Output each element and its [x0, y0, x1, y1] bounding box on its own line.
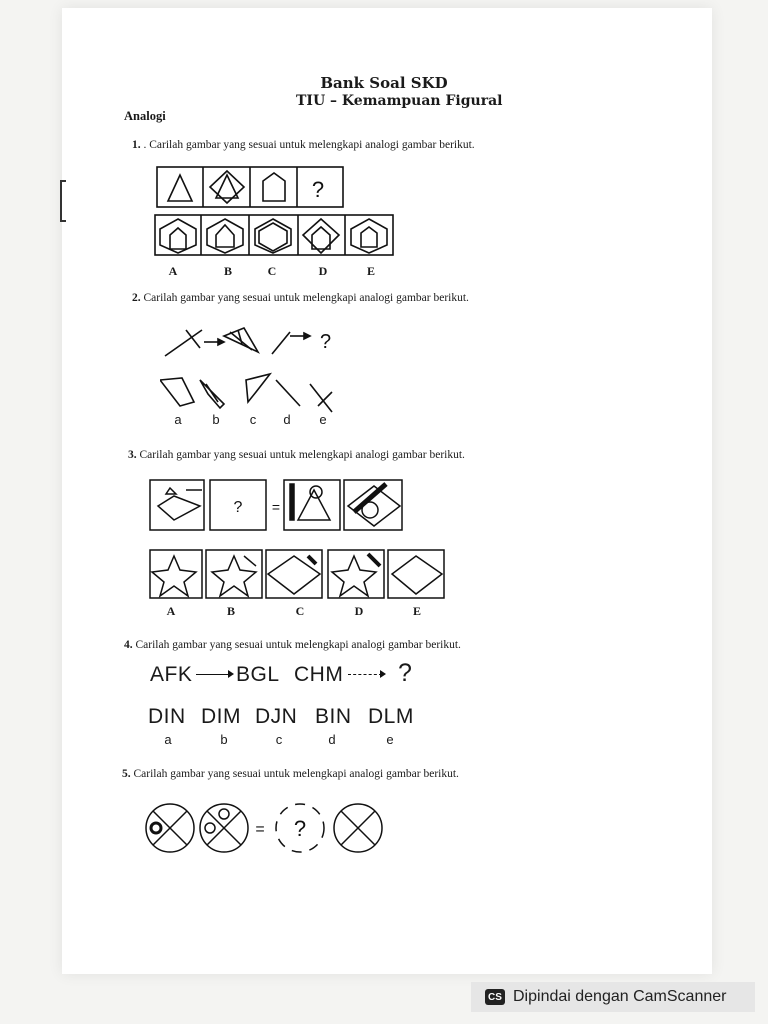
question-1 [132, 139, 475, 151]
question-3-figure [148, 476, 448, 606]
question-5-number: 5. [122, 768, 131, 780]
question-4-text: Carilah gambar yang sesuai untuk melengkapi analogi gambar berikut. [135, 639, 461, 651]
q3-option-c[interactable]: C [295, 604, 305, 618]
question-2-figure [160, 322, 340, 417]
q1-option-b[interactable]: B [223, 264, 232, 278]
question-5 [122, 768, 459, 780]
q4-option-d: d [328, 732, 336, 747]
q4-term-2: BGL [236, 663, 280, 686]
question-3-number: 3. [128, 449, 137, 461]
q4-option-c: c [275, 732, 283, 747]
page-subtitle: TIU – Kemampuan Figural [296, 93, 503, 109]
q4-choice-e[interactable]: DLM [368, 705, 414, 728]
question-4 [124, 639, 461, 651]
question-5-figure [140, 800, 390, 860]
q4-choice-c[interactable]: DJN [255, 705, 298, 728]
q3-option-d[interactable]: D [354, 604, 364, 618]
q4-arrow-2 [348, 674, 382, 675]
page-title: Bank Soal SKD [320, 74, 448, 92]
q4-arrow-1 [196, 674, 230, 675]
q1-option-c[interactable]: C [267, 264, 277, 278]
question-1-text: . Carilah gambar yang sesuai untuk melengkapi analogi gambar berikut. [143, 139, 475, 151]
question-1-mark: ? [311, 177, 325, 202]
q4-choice-a[interactable]: DIN [148, 705, 186, 728]
q1-option-e[interactable]: E [366, 264, 375, 278]
q4-term-1: AFK [150, 663, 193, 686]
q2-option-c[interactable]: c [249, 412, 257, 427]
camscanner-logo-icon: CS [485, 989, 505, 1005]
arrow-head-icon [228, 670, 234, 678]
q4-choice-d[interactable]: BIN [315, 705, 352, 728]
question-3-equals: = [271, 499, 281, 515]
q4-choice-b[interactable]: DIM [201, 705, 241, 728]
question-4-number: 4. [124, 639, 133, 651]
question-2-text: Carilah gambar yang sesuai untuk melengkapi analogi gambar berikut. [143, 292, 469, 304]
camscanner-badge [471, 982, 755, 1012]
question-2 [132, 292, 469, 304]
q1-option-a[interactable]: A [168, 264, 178, 278]
q2-option-e[interactable]: e [319, 412, 327, 427]
q2-option-b[interactable]: b [212, 412, 220, 427]
q2-option-d[interactable]: d [283, 412, 291, 427]
q3-option-b[interactable]: B [226, 604, 235, 618]
question-1-number: 1. [132, 139, 141, 151]
q3-option-e[interactable]: E [412, 604, 421, 618]
q4-option-a: a [164, 732, 172, 747]
question-3-mark: ? [233, 499, 243, 516]
question-5-mark: ? [293, 816, 307, 841]
q1-option-d[interactable]: D [318, 264, 328, 278]
q4-option-b: b [220, 732, 228, 747]
q4-option-e: e [386, 732, 394, 747]
question-5-text: Carilah gambar yang sesuai untuk melengkapi analogi gambar berikut. [133, 768, 459, 780]
question-2-mark: ? [320, 331, 332, 353]
camscanner-text: Dipindai dengan CamScanner [513, 988, 727, 1005]
question-3 [128, 449, 465, 461]
q4-term-3: CHM [294, 663, 344, 686]
q2-option-a[interactable]: a [174, 412, 182, 427]
question-5-equals: = [255, 821, 265, 838]
question-3-text: Carilah gambar yang sesuai untuk melengkapi analogi gambar berikut. [139, 449, 465, 461]
question-2-number: 2. [132, 292, 141, 304]
question-1-figure [150, 165, 400, 265]
q3-option-a[interactable]: A [166, 604, 176, 618]
binding-mark [60, 180, 66, 222]
q4-unknown: ? [398, 659, 413, 687]
section-heading: Analogi [124, 109, 166, 123]
arrow-head-icon [380, 670, 386, 678]
